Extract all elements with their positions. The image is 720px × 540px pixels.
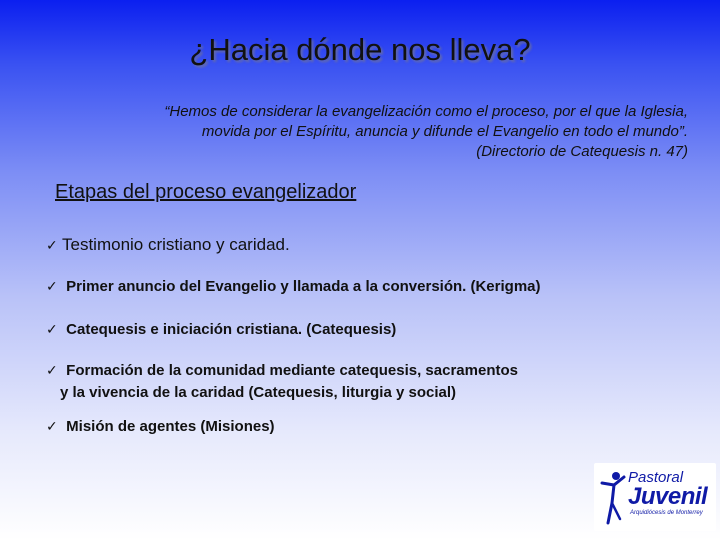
checkmark-icon: ✓ xyxy=(46,279,58,295)
checkmark-icon: ✓ xyxy=(46,363,58,379)
pastoral-juvenil-logo xyxy=(594,463,716,531)
slide-title: ¿Hacia dónde nos lleva? xyxy=(189,32,531,67)
quote-line-2: movida por el Espíritu, anuncia y difunde el Evangelio en todo el mundo”. xyxy=(201,123,688,140)
quote-block xyxy=(48,102,688,162)
list-item xyxy=(46,319,396,341)
logo-text-arquidiocesis: Arquidiócesis de Monterrey xyxy=(630,510,703,516)
list-item-text: Formación de la comunidad mediante catequesis, sacramentos xyxy=(66,362,518,379)
checkmark-icon: ✓ xyxy=(46,238,58,254)
logo-text-juvenil: Juvenil xyxy=(628,483,708,510)
logo-text-pastoral: Pastoral xyxy=(628,469,684,486)
list-item-text: Primer anuncio del Evangelio y llamada a la conversión. (Kerigma) xyxy=(66,278,541,295)
list-item-text: Catequesis e iniciación cristiana. (Catequesis) xyxy=(66,321,397,338)
checkmark-icon: ✓ xyxy=(46,322,58,338)
section-heading: Etapas del proceso evangelizador xyxy=(55,181,357,203)
quote-citation: (Directorio de Catequesis n. 47) xyxy=(476,143,688,160)
list-item xyxy=(46,416,275,438)
list-item xyxy=(46,360,518,403)
list-item-text-continued: y la vivencia de la caridad (Catequesis, liturgia y social) xyxy=(60,384,456,401)
checkmark-icon: ✓ xyxy=(46,419,58,435)
list-item xyxy=(46,234,290,257)
list-item-text: Testimonio cristiano y caridad. xyxy=(62,235,290,254)
list-item xyxy=(46,276,541,298)
figure-icon xyxy=(598,469,628,527)
quote-line-1: “Hemos de considerar la evangelización como el proceso, por el que la Iglesia, xyxy=(164,103,688,120)
list-item-text: Misión de agentes (Misiones) xyxy=(66,418,275,435)
